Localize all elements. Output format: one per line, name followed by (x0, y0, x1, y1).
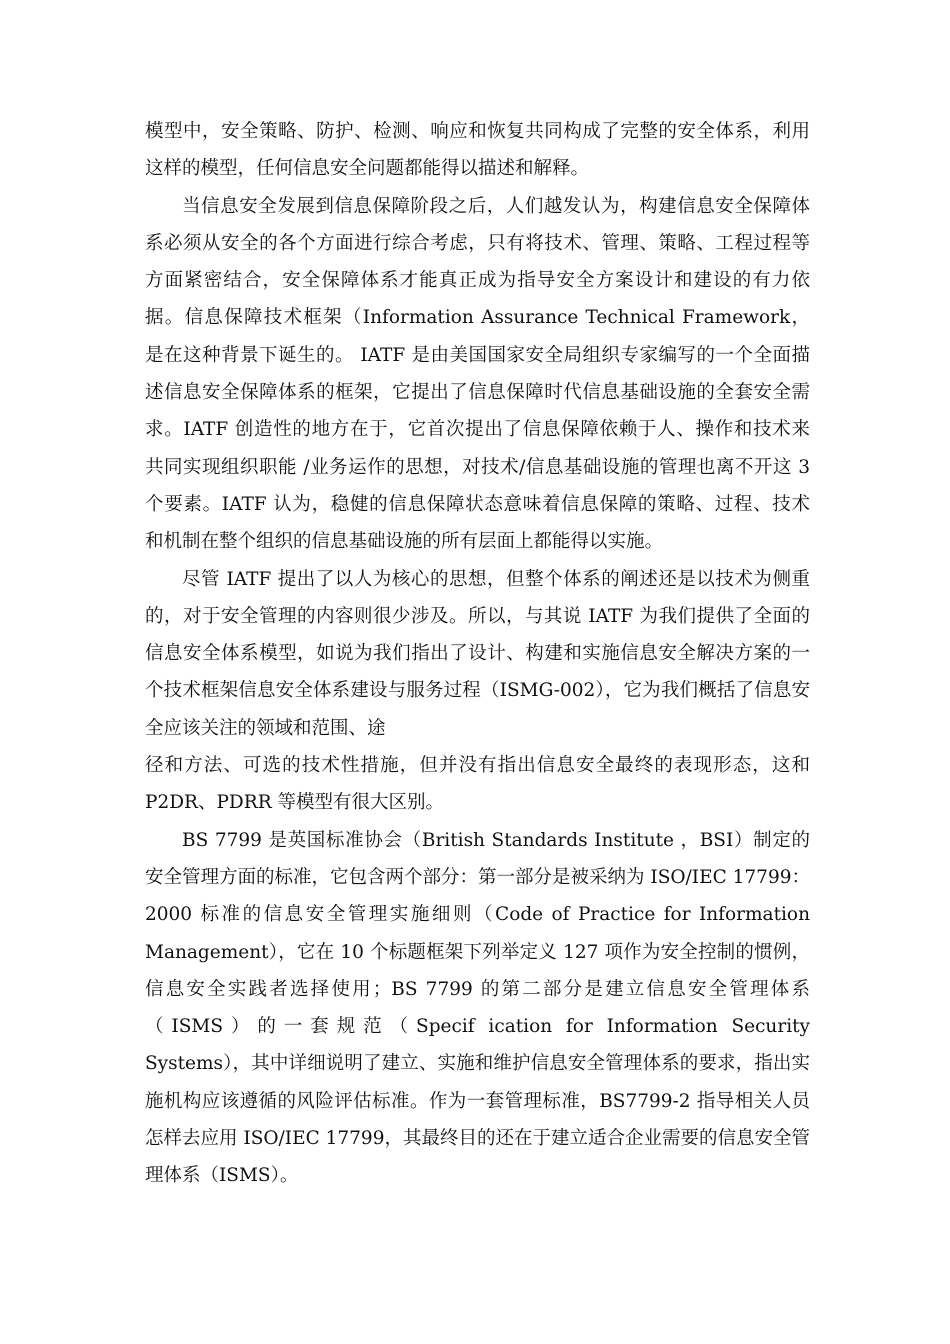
text-line: 和机制在整个组织的信息基础设施的所有层面上都能得以实施。 (145, 531, 664, 553)
text-line: BS 7799 是英国标准协会（British Standards Institute ，BSI）制定的 (182, 829, 810, 851)
text-line: 全应该关注的领域和范围、途 (145, 717, 386, 739)
text-line: 2000 标准的信息安全管理实施细则（Code of Practice for Information (145, 904, 810, 926)
text-line: 安全管理方面的标准，它包含两个部分：第一部分是被采纳为 ISO/IEC 17799： (145, 866, 810, 888)
text-line: 当信息安全发展到信息保障阶段之后，人们越发认为，构建信息安全保障体 (182, 195, 810, 217)
text-line: 方面紧密结合，安全保障体系才能真正成为指导安全方案设计和建设的有力依 (145, 270, 810, 292)
paragraph-2 (145, 188, 810, 561)
text-line: 述信息安全保障体系的框架，它提出了信息保障时代信息基础设施的全套安全需 (145, 382, 810, 404)
text-line: 是在这种背景下诞生的。 IATF 是由美国国家安全局组织专家编写的一个全面描 (145, 344, 810, 366)
text-line: 理体系（ISMS）。 (145, 1165, 299, 1187)
text-line: 个要素。IATF 认为，稳健的信息保障状态意味着信息保障的策略、过程、技术 (145, 493, 810, 515)
text-line: 个技术框架信息安全体系建设与服务过程（ISMG-002），它为我们概括了信息安 (145, 680, 810, 702)
text-line: 施机构应该遵循的风险评估标准。作为一套管理标准，BS7799-2 指导相关人员 (145, 1090, 810, 1112)
text-line: 模型中，安全策略、防护、检测、响应和恢复共同构成了完整的安全体系，利用 (145, 121, 810, 142)
text-line: 尽管 IATF 提出了以人为核心的思想，但整个体系的阐述还是以技术为侧重 (182, 568, 810, 590)
paragraph-1 (145, 113, 810, 188)
paragraph-4 (145, 822, 810, 1195)
text-line: 求。IATF 创造性的地方在于，它首次提出了信息保障依赖于人、操作和技术来 (145, 419, 810, 441)
text-line: P2DR、PDRR 等模型有很大区别。 (145, 792, 444, 814)
text-line: （ISMS）的一套规范（Specif ication for Information Security (145, 1016, 810, 1038)
text-line: Systems），其中详细说明了建立、实施和维护信息安全管理体系的要求，指出实 (145, 1053, 810, 1075)
text-line: 这样的模型，任何信息安全问题都能得以描述和解释。 (145, 158, 590, 180)
text-line: 怎样去应用 ISO/IEC 17799，其最终目的还在于建立适合企业需要的信息安全管 (145, 1128, 810, 1150)
text-line: 信息安全实践者选择使用；BS 7799 的第二部分是建立信息安全管理体系 (145, 978, 810, 1000)
text-line: 径和方法、可选的技术性措施，但并没有指出信息安全最终的表现形态，这和 (145, 755, 810, 777)
text-line: 共同实现组织职能 /业务运作的思想，对技术/信息基础设施的管理也离不开这 3 (145, 456, 810, 478)
text-line: 系必须从安全的各个方面进行综合考虑，只有将技术、管理、策略、工程过程等 (145, 232, 810, 254)
text-line: 的，对于安全管理的内容则很少涉及。所以，与其说 IATF 为我们提供了全面的 (145, 605, 810, 627)
paragraph-3 (145, 561, 810, 822)
text-line: 信息安全体系模型，如说为我们指出了设计、构建和实施信息安全解决方案的一 (145, 643, 810, 665)
body-text (145, 113, 810, 1195)
text-line: 据。信息保障技术框架（Information Assurance Technical Framework， (145, 307, 810, 329)
text-line: Management），它在 10 个标题框架下列举定义 127 项作为安全控制的惯例， (145, 941, 810, 963)
